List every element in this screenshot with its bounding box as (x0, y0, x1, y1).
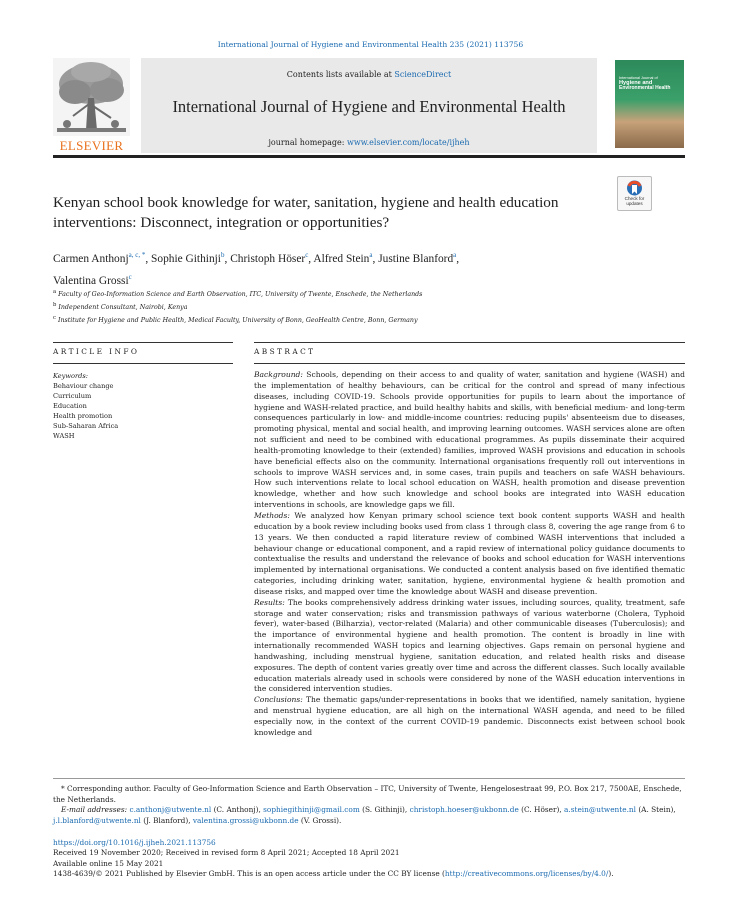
author[interactable] (53, 253, 145, 265)
doi-link[interactable]: https://doi.org/10.1016/j.ijheh.2021.113756 (53, 838, 216, 847)
affiliation-list (53, 287, 673, 326)
keyword-list (53, 381, 233, 441)
affiliation-marker: a (53, 289, 57, 295)
author-name[interactable]: Christoph Höser (230, 252, 306, 265)
journal-banner (141, 58, 597, 153)
email-link[interactable]: a.stein@utwente.nl (564, 805, 636, 814)
journal-header (53, 58, 685, 153)
author-name[interactable]: Carmen Anthonj (53, 252, 129, 265)
cover-title-line3: Environmental Health (619, 85, 671, 92)
keyword-item: Curriculum (53, 392, 92, 400)
conclusions-text: The thematic gaps/under-representations in books that we identified, namely sanitation, hygiene and menstrual hygiene education, are all high on the international WASH agenda, and need to be filled especially now, in the context of the current COVID-19 pandemic. Disconnects exist between school book knowledge and (254, 695, 685, 737)
author-name[interactable]: Alfred Stein (313, 252, 370, 265)
homepage-line (141, 138, 597, 147)
homepage-prefix: journal homepage: (268, 138, 348, 147)
author-affiliation-marker[interactable]: a (369, 251, 373, 259)
journal-cover-image[interactable] (615, 60, 684, 148)
contents-prefix: Contents lists available at (286, 70, 395, 79)
keyword-item: Behaviour change (53, 382, 114, 390)
keywords-label: Keywords: (53, 372, 88, 380)
article-info-heading: ARTICLE INFO (53, 347, 140, 356)
article-info-rule-bottom (53, 363, 233, 364)
results-label: Results: (254, 597, 285, 607)
author[interactable] (151, 253, 224, 265)
license-prefix: 1438-4639/© 2021 Published by Elsevier GmbH. This is an open access article under the CC BY license ( (53, 869, 445, 879)
abstract-results (254, 598, 685, 696)
methods-text: We analyzed how Kenyan primary school science text book content supports WASH and health education by a book review including books used from class 1 through class 8, covering the age range from 6 to 13 years. We then conducted a rapid literature review of combined WASH interventions that included a behaviour change or educational component, and a rapid review of international policy guidance documents to contextualise the results and understand the relevance of books and school education for WASH interventions implemented by international organisations. We conducted a content analysis based on five identified thematic categories, including drinking water, sanitation, hygiene, environmental hygiene & health promotion and disease risks, and mapped over time the knowledge about WASH and disease prevention. (254, 510, 685, 596)
abstract-methods (254, 511, 685, 598)
email-owner: (A. Stein), (635, 805, 676, 814)
available-online: Available online 15 May 2021 (53, 858, 164, 868)
conclusions-label: Conclusions: (254, 695, 303, 705)
article-title: Kenyan school book knowledge for water, sanitation, hygiene and health education interventions: Disconnect, integration or opportunities? (53, 194, 559, 231)
footnote-rule (53, 778, 685, 779)
affiliation (53, 287, 673, 300)
author-affiliation-marker[interactable]: c (305, 251, 309, 259)
author-list: Carmen Anthonj$^{a, c, *}$, Sophie Githinji$^b$, Christoph Höser$^c$, Alfred Stein$^a$, Justine Blanford$^a$, Valentina Grossi$^c$ (53, 251, 460, 287)
email-addresses (53, 805, 685, 826)
affiliation-marker: c (53, 315, 56, 322)
email-link[interactable]: j.l.blanford@utwente.nl (53, 815, 141, 825)
homepage-link[interactable]: www.elsevier.com/locate/ijheh (347, 138, 470, 147)
email-link[interactable]: christoph.hoeser@ukbonn.de (409, 805, 519, 814)
abstract-heading: ABSTRACT (254, 347, 316, 356)
contents-line (141, 70, 597, 79)
abstract-rule (254, 342, 685, 343)
header-rule (53, 155, 685, 158)
abstract-conclusions (254, 695, 685, 738)
author-affiliation-marker[interactable]: b (220, 251, 225, 259)
keyword-item: Health promotion (53, 412, 113, 420)
background-label: Background: (254, 370, 303, 379)
keyword-item: Education (53, 402, 87, 410)
abstract-background (254, 370, 685, 511)
author[interactable] (53, 272, 132, 287)
cover-title-line2: Hygiene and (619, 80, 653, 87)
publication-info (53, 838, 685, 880)
email-link[interactable]: sophiegithinji@gmail.com (263, 805, 360, 814)
license-suffix: ). (608, 869, 614, 879)
keyword-item: Sub-Saharan Africa (53, 422, 119, 430)
author[interactable] (378, 253, 456, 265)
author-affiliation-marker[interactable]: a (453, 251, 457, 259)
license-line (53, 869, 685, 879)
keyword-item: WASH (53, 432, 75, 440)
email-link[interactable]: valentina.grossi@ukbonn.de (192, 815, 299, 825)
affiliation-text: Faculty of Geo-Information Science and Earth Observation, ITC, University of Twente, Enschede, the Netherlands (58, 291, 423, 299)
affiliation-text: Independent Consultant, Nairobi, Kenya (58, 304, 188, 312)
elsevier-wordmark[interactable]: ELSEVIER (59, 138, 124, 153)
article-info-rule (53, 342, 233, 343)
check-for-updates-button[interactable] (617, 176, 652, 211)
author-affiliation-marker[interactable]: a, c, * (128, 251, 146, 259)
cover-title-line1: International Journal of (619, 76, 658, 80)
author-name[interactable]: Justine Blanford (378, 252, 454, 265)
author-name[interactable]: Sophie Githinji (151, 252, 221, 265)
author[interactable] (230, 253, 308, 265)
author-affiliation-marker[interactable]: c (128, 272, 132, 281)
corresponding-author-text: * Corresponding author. Faculty of Geo-Information Science and Earth Observation – ITC, University of Twente, Hengelosestraat 99, P.O. Box 217, 7500AE, Enschede, the Netherlands. (53, 784, 682, 804)
affiliation-marker: b (53, 302, 57, 309)
cover-title (619, 76, 681, 92)
check-updates-icon (618, 178, 651, 198)
author-name[interactable]: Valentina Grossi (53, 274, 129, 287)
affiliation (53, 300, 673, 313)
email-owner: (C. Anthonj), (211, 805, 264, 814)
background-text: Schools, depending on their access to and quality of water, sanitation and hygiene (WASH) and the implementation of healthy behaviours, can be critical for the control and spread of many infectious diseases, including COVID-19. Schools provide opportunities for pupils to learn about the importance of hygiene and WASH-related practice, and build healthy habits and skills, with beneficial medium- and long-term consequences particularly in low- and middle-income countries: reducing pupils' absenteeism due to diseases, promoting physical, mental and social health, and improving learning outcomes. WASH services alone are often not sufficient and need to be combined with educational programmes. As pupils disseminate their acquired health-promoting knowledge to their (extended) families, improved WASH provisions and education in schools have beneficial effects also on the community. International organisations frequently roll out interventions in schools to improve WASH services and, in some cases, train pupils and teachers on safe WASH behaviours. How such interventions relate to local school education on WASH, health promotion and disease prevention knowledge, whether and how such knowledge and school books are integrated into WASH education interventions in schools, are knowledge gaps we fill. (254, 370, 685, 510)
email-owner: (J. Blanford), (140, 815, 193, 825)
abstract-body (254, 370, 685, 739)
email-label: E-mail addresses: (61, 805, 128, 814)
keywords-block (53, 371, 233, 441)
methods-label: Methods: (254, 510, 290, 520)
sciencedirect-link[interactable]: ScienceDirect (394, 70, 452, 79)
abstract-rule-bottom (254, 363, 685, 364)
received-dates: Received 19 November 2020; Received in revised form 8 April 2021; Accepted 18 April 2021 (53, 848, 400, 858)
check-updates-label: Check for updates (624, 196, 645, 206)
email-owner: (S. Githinji), (359, 805, 410, 814)
corresponding-author-footnote (53, 784, 685, 826)
email-owner: (C. Höser), (518, 805, 565, 814)
results-text: The books comprehensively address drinking water issues, including sources, quality, treatment, safe storage and water conservation; risks and transmission pathways of various waterborne (Cholera, Typhoid fever), water-based (Bilharzia), vector-related (Malaria) and other communicable diseases (Tuberculosis); and the importance of environmental hygiene and health promotion. The content is broadly in line with internationally recommended WASH topics and learning objectives. Gaps remain on personal hygiene and handwashing, including menstrual hygiene, sanitation education, and related health risks and disease exposures. The depth of content varies greatly over time and across the different classes. Such locally available education materials already used in schools were considered by none of the WASH education interventions in the considered intervention studies. (254, 597, 685, 694)
license-link[interactable]: http://creativecommons.org/licenses/by/4.0/ (444, 869, 609, 879)
email-owner: (V. Grossi). (298, 815, 342, 825)
author[interactable] (313, 253, 372, 265)
journal-citation[interactable]: International Journal of Hygiene and Environmental Health 235 (2021) 113756 (217, 40, 524, 49)
affiliation (53, 313, 673, 326)
affiliation-text: Institute for Hygiene and Public Health, Medical Faculty, University of Bonn, GeoHealth Centre, Bonn, Germany (57, 317, 418, 325)
email-link[interactable]: c.anthonj@utwente.nl (129, 805, 212, 814)
journal-title: International Journal of Hygiene and Environmental Health (172, 97, 566, 116)
